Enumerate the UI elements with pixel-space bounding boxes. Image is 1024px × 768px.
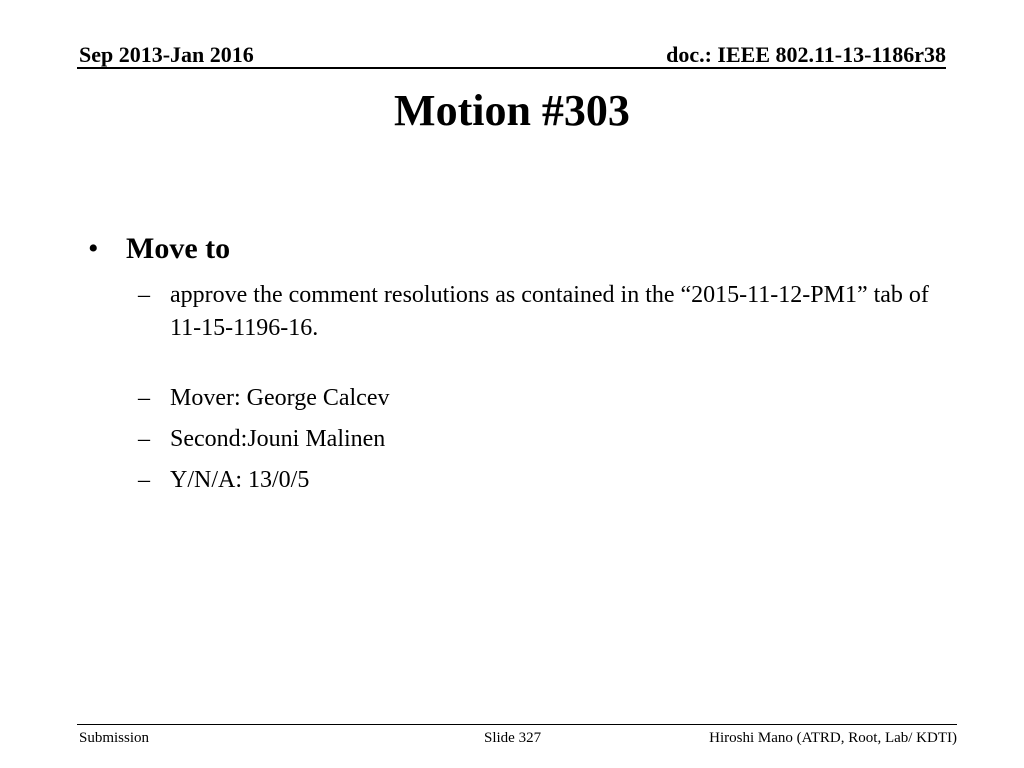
sub-item-text: Mover: George Calcev	[170, 385, 390, 411]
bullet-item-move-to	[88, 227, 948, 271]
sub-item-resolution	[88, 279, 948, 345]
footer-divider	[77, 724, 957, 725]
dash-icon: –	[138, 467, 150, 493]
footer-slide-number: Slide 327	[484, 730, 542, 746]
sub-item-vote-result	[88, 464, 948, 497]
bullet-text: Move to	[126, 232, 231, 265]
header-date-range: Sep 2013-Jan 2016	[79, 42, 254, 67]
header-divider	[77, 67, 946, 69]
sub-item-text: Y/N/A: 13/0/5	[170, 467, 310, 493]
dash-icon: –	[138, 282, 150, 308]
dash-icon: –	[138, 385, 150, 411]
slide-title: Motion #303	[394, 86, 630, 135]
slide-body	[88, 227, 948, 505]
dash-icon: –	[138, 426, 150, 452]
bullet-icon: •	[88, 232, 99, 265]
sub-item-text: approve the comment resolutions as contained in the “2015-11-12-PM1” tab of 11-15-1196-16.	[170, 282, 929, 341]
header-document-id: doc.: IEEE 802.11-13-1186r38	[666, 42, 946, 67]
sub-item-mover	[88, 382, 948, 415]
footer-author: Hiroshi Mano (ATRD, Root, Lab/ KDTI)	[709, 730, 957, 746]
sub-item-text: Second:Jouni Malinen	[170, 426, 386, 452]
sub-item-second	[88, 423, 948, 456]
footer-submission: Submission	[79, 730, 150, 746]
